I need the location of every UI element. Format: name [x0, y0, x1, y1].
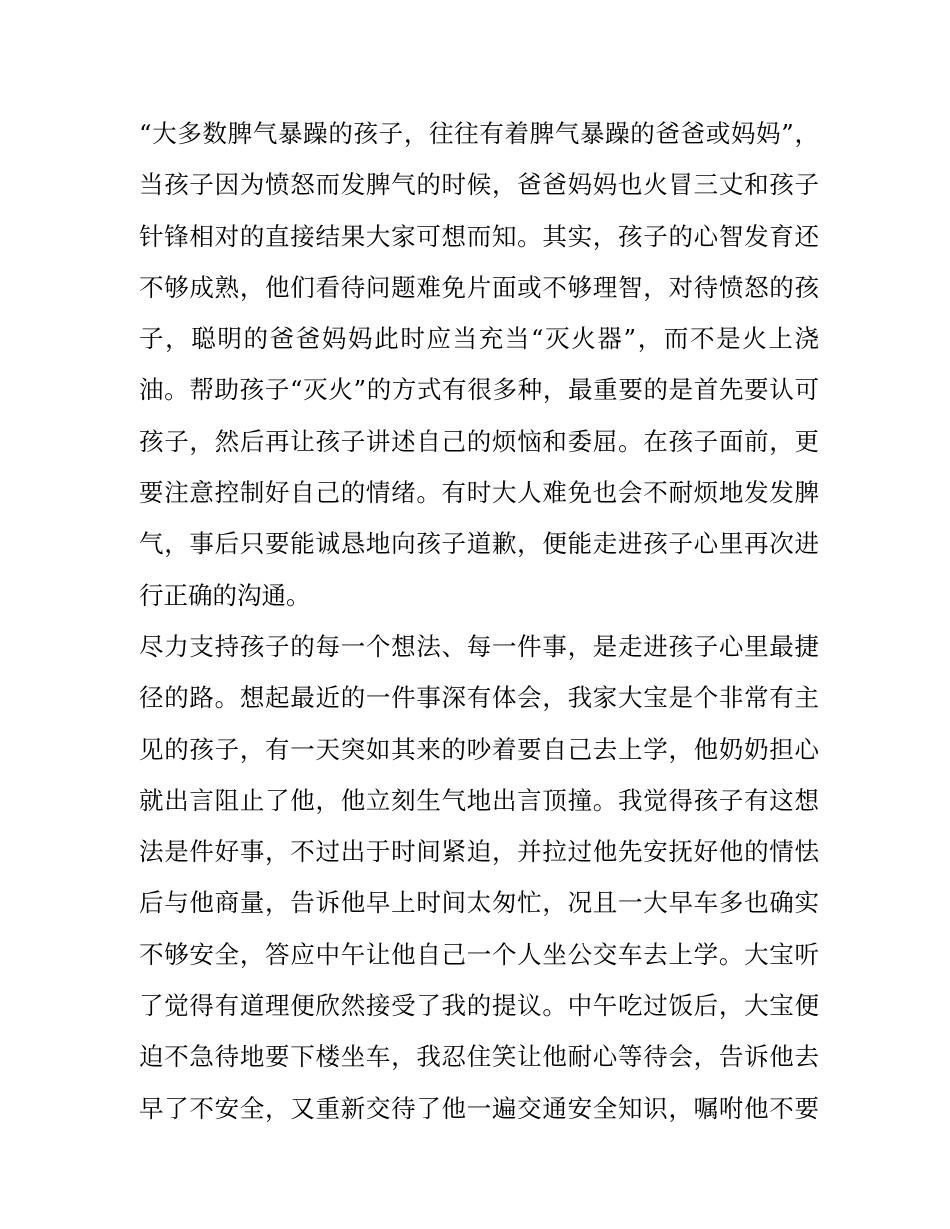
paragraph-2 — [139, 621, 819, 1134]
text-line: 针锋相对的直接结果大家可想而知。其实，孩子的心智发育还 — [139, 221, 819, 251]
text-line: 当孩子因为愤怒而发脾气的时候，爸爸妈妈也火冒三丈和孩子 — [139, 170, 819, 200]
text-line: 就出言阻止了他，他立刻生气地出言顶撞。我觉得孩子有这想 — [139, 785, 819, 815]
text-line: 尽力支持孩子的每一个想法、每一件事，是走进孩子心里最捷 — [139, 631, 819, 661]
text-line: 法是件好事，不过出于时间紧迫，并拉过他先安抚好他的情怯 — [139, 837, 819, 867]
text-line: 迫不急待地要下楼坐车，我忍住笑让他耐心等待会，告诉他去 — [139, 1042, 819, 1072]
text-line: 油。帮助孩子“灭火”的方式有很多种，最重要的是首先要认可 — [139, 375, 819, 405]
text-line: 不够成熟，他们看待问题难免片面或不够理智，对待愤怒的孩 — [139, 272, 819, 302]
body-text — [139, 108, 819, 1134]
text-line: 不够安全，答应中午让他自己一个人坐公交车去上学。大宝听 — [139, 939, 819, 969]
text-line: 见的孩子，有一天突如其来的吵着要自己去上学，他奶奶担心 — [139, 734, 819, 764]
text-line: 了觉得有道理便欣然接受了我的提议。中午吃过饭后，大宝便 — [139, 991, 819, 1021]
text-line: 要注意控制好自己的情绪。有时大人难免也会不耐烦地发发脾 — [139, 478, 819, 508]
text-line: “大多数脾气暴躁的孩子，往往有着脾气暴躁的爸爸或妈妈”， — [139, 119, 819, 148]
text-line: 气，事后只要能诚恳地向孩子道歉，便能走进孩子心里再次进 — [139, 529, 819, 559]
text-line: 子，聪明的爸爸妈妈此时应当充当“灭火器”，而不是火上浇 — [139, 324, 819, 354]
text-line: 后与他商量，告诉他早上时间太匆忙，况且一大早车多也确实 — [139, 888, 819, 918]
text-line: 径的路。想起最近的一件事深有体会，我家大宝是个非常有主 — [139, 683, 819, 713]
text-line: 早了不安全，又重新交待了他一遍交通安全知识，嘱咐他不要 — [139, 1093, 819, 1123]
paragraph-1 — [139, 108, 819, 621]
text-line: 行正确的沟通。 — [139, 580, 311, 610]
text-line: 孩子，然后再让孩子讲述自己的烦恼和委屈。在孩子面前，更 — [139, 426, 819, 456]
